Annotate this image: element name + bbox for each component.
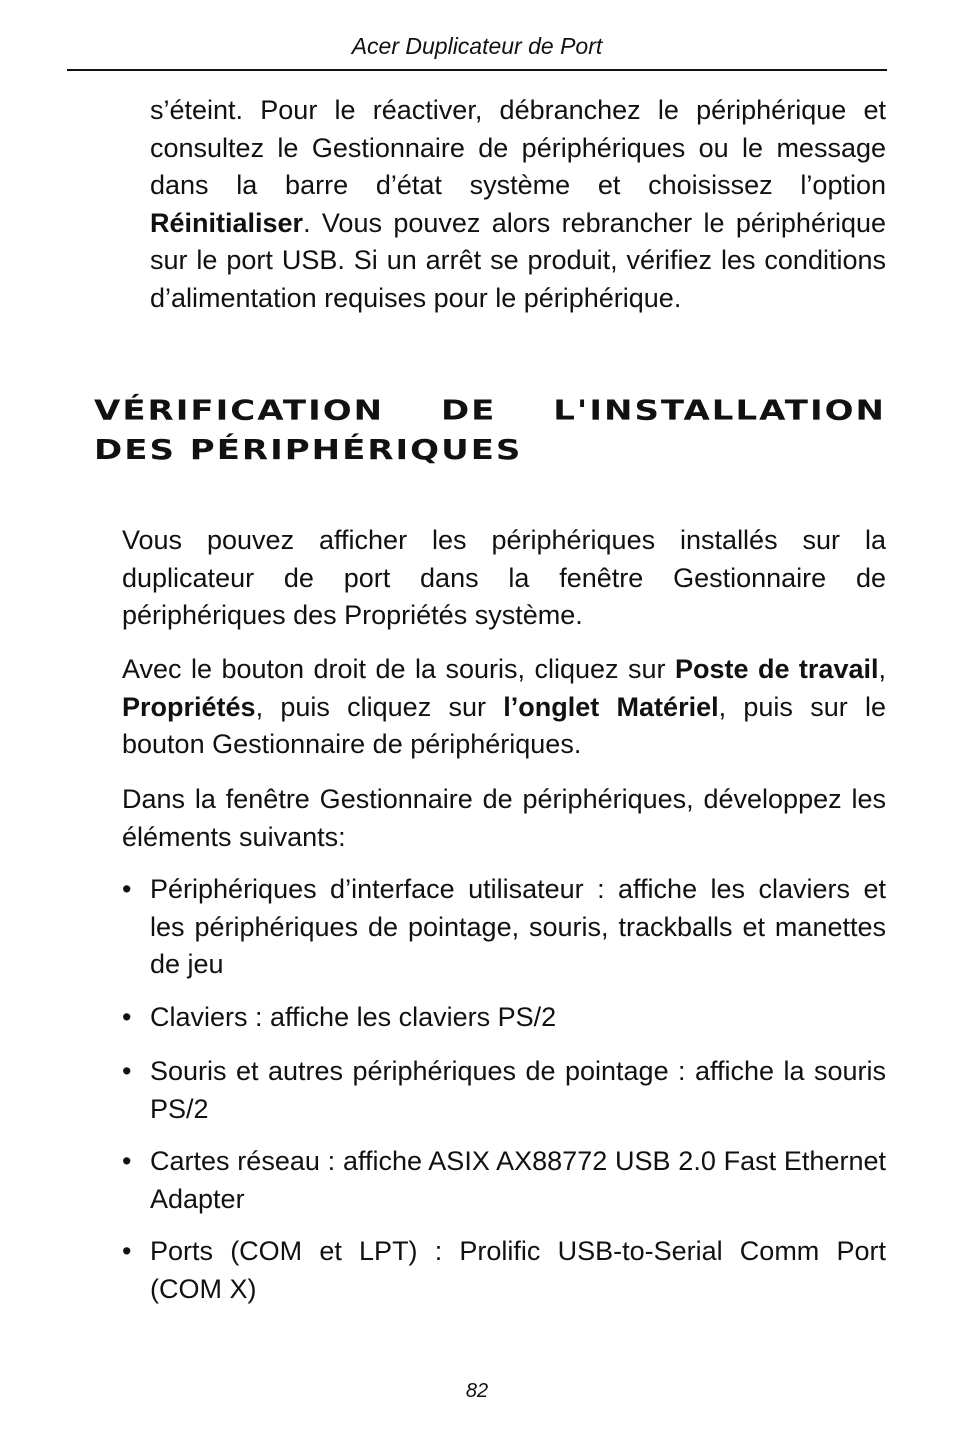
list-item-text: Souris et autres périphériques de pointage : affiche la souris PS/2: [150, 1056, 886, 1124]
running-header: Acer Duplicateur de Port: [351, 33, 603, 59]
list-item: [122, 999, 886, 1037]
p2-text-4: , puis sur le bouton Gestionnaire de périphériques.: [122, 691, 886, 759]
list-item-text: Cartes réseau : affiche ASIX AX88772 USB 2.0 Fast Ethernet Adapter: [150, 1146, 886, 1214]
bullet-dot: •: [122, 1236, 132, 1266]
section-heading: VÉRIFICATION DE L'INSTALLATION DES PÉRIPHÉRIQUES: [94, 394, 886, 467]
intro-text-1: s’éteint. Pour le réactiver, débranchez le périphérique et consultez le Gestionnaire de périphériques ou le message dans la barre d’état système et choisissez l’option: [150, 95, 886, 200]
list-item: [122, 871, 886, 984]
p2-bold-proprietes: Propriétés: [122, 691, 256, 722]
list-item: [122, 1233, 886, 1308]
intro-text-2: . Vous pouvez alors rebrancher le périphérique sur le port USB. Si un arrêt se produit, vérifiez les conditions d’alimentation requises pour le périphérique.: [150, 207, 886, 313]
intro-bold-reinitialiser: Réinitialiser: [150, 207, 304, 238]
header-rule: [67, 69, 887, 71]
list-item-text: Ports (COM et LPT) : Prolific USB-to-Serial Comm Port (COM X): [150, 1236, 886, 1304]
paragraph-developpez: Dans la fenêtre Gestionnaire de périphériques, développez les éléments suivants:: [122, 784, 886, 852]
intro-paragraph: [150, 92, 886, 317]
list-item: [122, 1053, 886, 1128]
bullet-dot: •: [122, 1056, 132, 1086]
page-number: 82: [465, 1380, 489, 1402]
bullet-dot: •: [122, 874, 132, 904]
p2-text-3: , puis cliquez sur: [255, 691, 504, 722]
list-item-text: Claviers : affiche les claviers PS/2: [150, 1002, 557, 1032]
bullet-dot: •: [122, 1146, 132, 1176]
paragraph-bouton-droit: [122, 651, 886, 764]
p2-text-2: ,: [878, 654, 886, 684]
list-item: [122, 1143, 886, 1218]
p2-text-1: Avec le bouton droit de la souris, cliquez sur: [122, 654, 675, 684]
bullet-dot: •: [122, 1002, 132, 1032]
list-item-text: Périphériques d’interface utilisateur : affiche les claviers et les périphériques de pointage, souris, trackballs et manettes de jeu: [150, 874, 886, 979]
p2-bold-onglet-materiel: l’onglet Matériel: [503, 691, 719, 722]
paragraph-afficher: Vous pouvez afficher les périphériques installés sur la duplicateur de port dans la fenêtre Gestionnaire de périphériques des Propriétés système.: [122, 525, 886, 630]
p2-bold-poste-de-travail: Poste de travail: [674, 654, 879, 684]
